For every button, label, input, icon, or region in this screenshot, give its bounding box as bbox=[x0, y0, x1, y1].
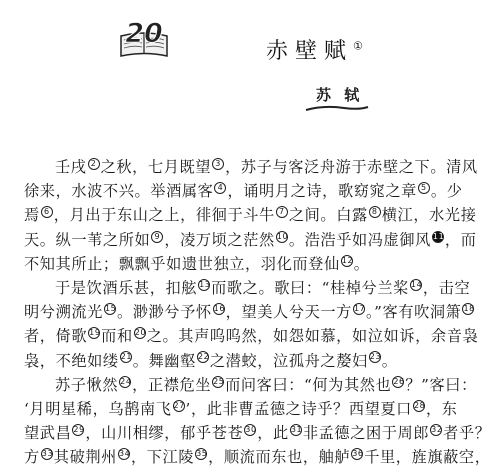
text-line bbox=[24, 203, 498, 227]
text-segment: 天。纵一苇之所如 bbox=[24, 230, 151, 249]
footnote-marker: 30 bbox=[245, 425, 257, 434]
text-segment: ，而 bbox=[444, 230, 477, 249]
footnote-marker: 35 bbox=[196, 449, 208, 459]
text-segment: 明兮溯流光 bbox=[24, 303, 103, 322]
text-segment: ，望美人兮天一方 bbox=[225, 303, 352, 322]
text-line bbox=[24, 276, 498, 300]
paragraph bbox=[24, 276, 498, 373]
footnote-marker: 28 bbox=[413, 400, 426, 410]
text-segment: 而和 bbox=[101, 327, 133, 346]
text-segment: 壬戌 bbox=[55, 158, 87, 176]
text-segment: 。 bbox=[381, 351, 398, 370]
text-line bbox=[24, 397, 498, 421]
footnote-marker: 11 bbox=[432, 231, 445, 241]
paragraph bbox=[24, 373, 498, 470]
text-segment: ，顺流而东也，舳舻 bbox=[208, 448, 351, 467]
text-segment: ，正襟危坐 bbox=[132, 375, 212, 394]
footnote-marker: 2 bbox=[88, 158, 100, 170]
author-underline-ornament bbox=[304, 104, 370, 114]
footnote-marker: 18 bbox=[463, 304, 475, 314]
footnote-marker: 14 bbox=[410, 279, 423, 289]
footnote-marker: 19 bbox=[89, 328, 101, 338]
footnote-marker: 34 bbox=[118, 449, 131, 459]
text-segment: 其破荆州 bbox=[53, 448, 117, 467]
footnote-marker: 4 bbox=[214, 182, 226, 194]
text-segment: 。少 bbox=[430, 182, 463, 201]
footnote-marker: 24 bbox=[120, 376, 132, 386]
text-segment: 苏子愀然 bbox=[55, 375, 119, 394]
paragraph bbox=[24, 155, 498, 276]
footnote-marker: 6 bbox=[41, 206, 53, 218]
text-segment: ’，此非曹孟德之诗乎？西望夏口 bbox=[185, 399, 412, 418]
text-line bbox=[24, 349, 498, 373]
footnote-marker: 12 bbox=[341, 255, 354, 265]
text-line bbox=[24, 155, 498, 179]
footnote-marker: 32 bbox=[431, 425, 443, 434]
text-segment: 之间。白露 bbox=[288, 206, 368, 225]
text-segment: 千里，旌旗蔽空， bbox=[364, 448, 491, 467]
text-segment: ？”客曰： bbox=[405, 375, 477, 394]
text-segment: ，击空 bbox=[422, 278, 471, 297]
text-line bbox=[24, 228, 498, 252]
footnote-marker: 31 bbox=[290, 425, 303, 434]
footnote-marker: 10 bbox=[276, 231, 289, 241]
text-segment: 。渺渺兮予怀 bbox=[116, 303, 212, 322]
text-segment: 望武昌 bbox=[24, 424, 72, 443]
text-line bbox=[24, 324, 498, 348]
footnote-marker: 3 bbox=[212, 158, 224, 170]
text-segment: 。 bbox=[353, 254, 370, 273]
text-line bbox=[24, 421, 498, 445]
text-line bbox=[24, 252, 498, 276]
text-segment: 。”客有吹洞箫 bbox=[365, 303, 462, 322]
text-segment: ，山川相缪，郁乎苍苍 bbox=[85, 424, 244, 443]
text-segment: ，东 bbox=[425, 399, 458, 418]
footnote-marker: 26 bbox=[393, 376, 405, 386]
open-book-icon bbox=[118, 16, 170, 62]
text-segment: 徐来，水波不兴。举酒属客 bbox=[24, 182, 214, 201]
text-segment: ，诵明月之诗，歌窈窕之章 bbox=[227, 182, 417, 201]
footnote-marker: 15 bbox=[104, 304, 117, 314]
footnote-marker: 29 bbox=[73, 425, 85, 434]
text-segment: 非孟德之困于周郎 bbox=[302, 424, 430, 443]
author-name: 苏 轼 bbox=[316, 86, 364, 104]
footnote-marker: 5 bbox=[418, 182, 430, 194]
footnote-marker: 25 bbox=[213, 376, 225, 386]
page-title bbox=[266, 34, 363, 65]
text-line bbox=[24, 179, 498, 203]
footnote-marker: 9 bbox=[151, 231, 163, 243]
text-segment: 之秋，七月既望 bbox=[100, 158, 212, 176]
text-segment: 焉 bbox=[24, 206, 40, 225]
footnote-marker: 36 bbox=[352, 449, 364, 459]
text-line bbox=[24, 373, 498, 397]
text-segment: 者，倚歌 bbox=[24, 327, 88, 346]
text-segment: 不知其所止；飘飘乎如遗世独立，羽化而登仙 bbox=[24, 254, 340, 273]
text-segment: 而歌之。歌曰：“桂棹兮兰桨 bbox=[211, 278, 409, 297]
footnote-marker: 8 bbox=[369, 206, 381, 218]
text-segment: 于是饮酒乐甚，扣舷 bbox=[55, 278, 198, 297]
text-line bbox=[24, 445, 498, 469]
text-segment: ，凌万顷之茫然 bbox=[164, 230, 275, 249]
text-segment: 横江，水光接 bbox=[381, 206, 477, 225]
text-segment: 。舞幽壑 bbox=[132, 351, 196, 370]
footnote-marker: 20 bbox=[134, 328, 147, 338]
text-segment: 方 bbox=[24, 448, 40, 467]
text-segment: ‘月明星稀，乌鹊南飞 bbox=[24, 399, 172, 418]
footnote-marker: 16 bbox=[213, 304, 226, 314]
text-segment: 之。其声呜呜然，如怨如慕，如泣如诉，余音袅 bbox=[146, 327, 479, 346]
footnote-marker: 17 bbox=[353, 304, 366, 314]
footnote-marker: 22 bbox=[197, 352, 210, 362]
title-text: 赤壁赋 bbox=[266, 39, 354, 64]
text-segment: 之潜蛟，泣孤舟之嫠妇 bbox=[209, 351, 368, 370]
footnote-marker: 21 bbox=[120, 352, 133, 362]
footnote-marker: 27 bbox=[173, 400, 185, 410]
text-segment: 者乎？ bbox=[443, 424, 491, 443]
text-segment: ，下江陵 bbox=[130, 448, 195, 467]
title-footnote-marker: ① bbox=[353, 39, 363, 53]
essay-body bbox=[24, 155, 498, 469]
chapter-number-badge bbox=[118, 16, 170, 62]
text-segment: 而问客曰：“何为其然也 bbox=[225, 375, 392, 394]
text-segment: 袅，不绝如缕 bbox=[24, 351, 119, 370]
footnote-marker: 33 bbox=[41, 449, 54, 459]
text-segment: ，苏子与客泛舟游于赤壁之下。清风 bbox=[225, 158, 478, 176]
footnote-marker: 7 bbox=[276, 206, 288, 218]
text-segment: 。浩浩乎如冯虚御风 bbox=[288, 230, 431, 249]
chapter-number: 20 bbox=[125, 18, 163, 49]
footnote-marker: 13 bbox=[199, 279, 211, 289]
text-segment: ，此 bbox=[257, 424, 289, 443]
text-segment: ，月出于东山之上，徘徊于斗牛 bbox=[53, 206, 275, 225]
text-line bbox=[24, 300, 498, 324]
footnote-marker: 23 bbox=[369, 352, 382, 362]
